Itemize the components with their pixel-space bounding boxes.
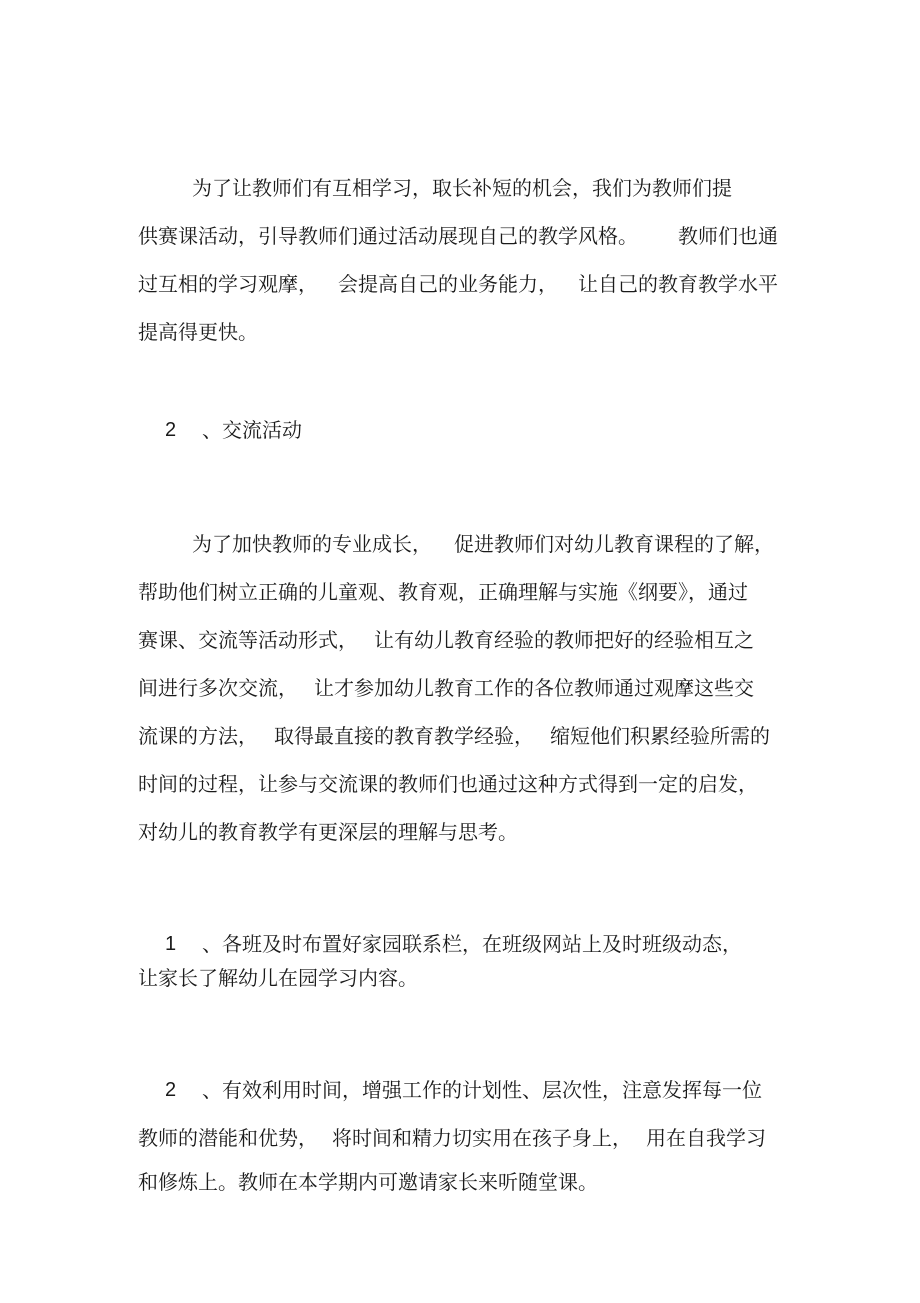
paragraph-line [138, 964, 418, 992]
text-span: 赛课、交流等活动形式， [138, 628, 358, 652]
text-span: 教师们也通 [678, 224, 778, 248]
text-span: 用在自我学习 [646, 1126, 766, 1150]
item-number: 2 [165, 1079, 177, 1101]
text-span: 为了让教师们有互相学习，取长补短的机会，我们为教师们提 [192, 176, 732, 200]
text-span: 让才参加幼儿教育工作的各位教师通过观摩这些交 [314, 676, 754, 700]
paragraph-line [138, 222, 778, 250]
paragraph-line [138, 1124, 766, 1152]
paragraph-line [138, 722, 770, 750]
text-span: 让家长了解幼儿在园学习内容。 [138, 966, 418, 990]
paragraph-line [138, 270, 778, 298]
paragraph-line [138, 770, 758, 798]
section-title: 、交流活动 [202, 418, 302, 442]
text-span: 过互相的学习观摩， [138, 272, 318, 296]
item-number: 1 [165, 933, 177, 955]
text-span: 供赛课活动，引导教师们通过活动展现自己的教学风格。 [138, 224, 638, 248]
paragraph-line [192, 174, 732, 202]
paragraph-line [138, 1168, 598, 1196]
section-number: 2 [165, 419, 177, 441]
text-span: 缩短他们积累经验所需的 [550, 724, 770, 748]
item-text: 、各班及时布置好家园联系栏，在班级网站上及时班级动态， [202, 932, 742, 956]
text-span: 时间的过程，让参与交流课的教师们也通过这种方式得到一定的启发， [138, 772, 758, 796]
text-span: 教师的潜能和优势， [138, 1126, 318, 1150]
text-span: 将时间和精力切实用在孩子身上， [332, 1126, 632, 1150]
text-span: 对幼儿的教育教学有更深层的理解与思考。 [138, 820, 518, 844]
paragraph-line [138, 674, 754, 702]
text-span: 促进教师们对幼儿教育课程的了解， [454, 532, 774, 556]
text-span: 间进行多次交流， [138, 676, 298, 700]
paragraph-line [138, 318, 258, 346]
text-span: 帮助他们树立正确的儿童观、教育观，正确理解与实施《纲要》，通过 [138, 580, 748, 604]
text-span: 流课的方法， [138, 724, 258, 748]
text-span: 和修炼上。教师在本学期内可邀请家长来听随堂课。 [138, 1170, 598, 1194]
paragraph-line [138, 578, 748, 606]
text-span: 让自己的教育教学水平 [578, 272, 778, 296]
paragraph-line [192, 530, 774, 558]
paragraph-line [138, 818, 518, 846]
item-text: 、有效利用时间，增强工作的计划性、层次性，注意发挥每一位 [202, 1078, 762, 1102]
text-span: 提高得更快。 [138, 320, 258, 344]
paragraph-line [138, 626, 754, 654]
text-span: 让有幼儿教育经验的教师把好的经验相互之 [374, 628, 754, 652]
text-span: 为了加快教师的专业成长， [192, 532, 432, 556]
text-span: 会提高自己的业务能力， [338, 272, 558, 296]
text-span: 取得最直接的教育教学经验， [274, 724, 534, 748]
